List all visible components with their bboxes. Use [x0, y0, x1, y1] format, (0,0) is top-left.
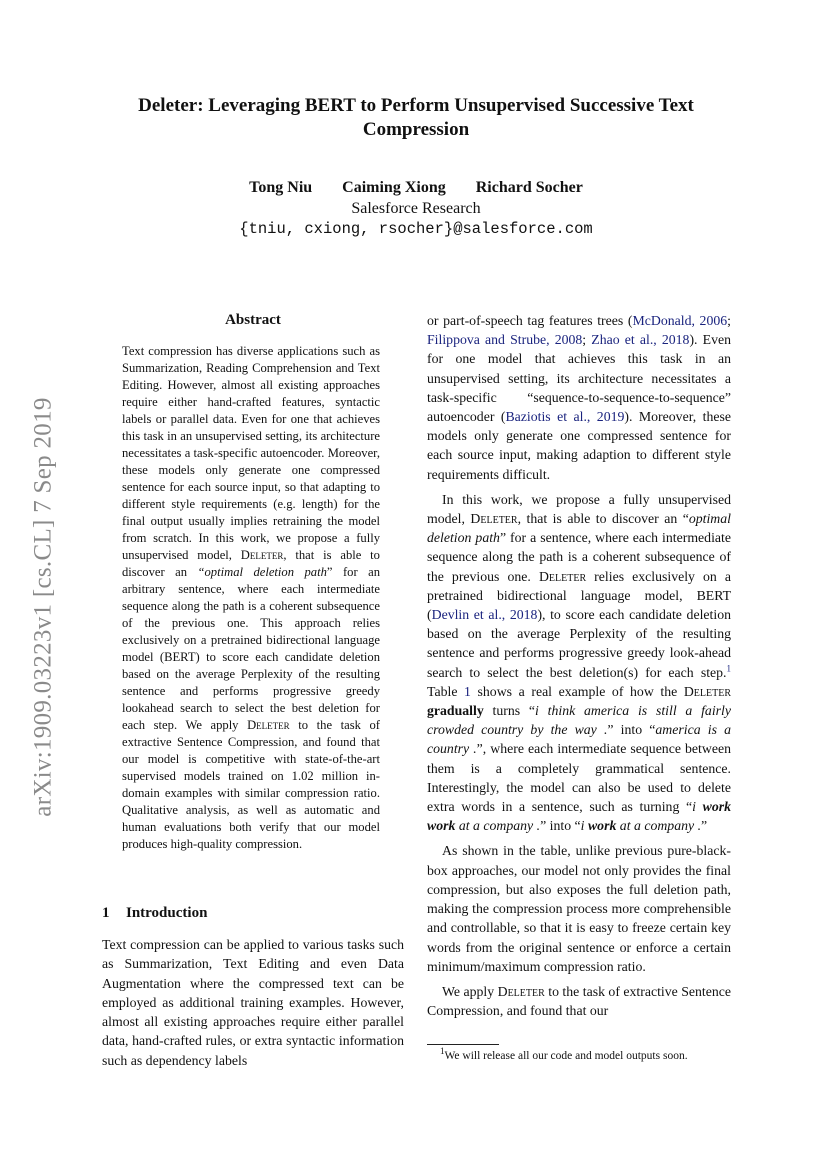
intro-paragraph: Text compression can be applied to various tasks such as Summarization, Text Editing and even Data Augmentation where the compressed text can be employed as additional training examples. However, almost all existing approaches require either parallel data, hand-crafted rules, or extra syntactic information such as dependency labels [102, 937, 404, 1068]
body-text: to the task of extractive Sentence Compression, and found that our [427, 983, 732, 1019]
arxiv-stamp-text: arXiv:1909.03223v1 [cs.CL] 7 Sep 2019 [30, 397, 58, 817]
citation-link[interactable]: McDonald, 2006 [632, 313, 728, 328]
abstract-body [122, 343, 380, 853]
body-text: shows a real example of how the [470, 683, 684, 699]
affiliation: Salesforce Research [351, 200, 481, 217]
citation-link[interactable]: Filippova and Strube, 2008 [427, 332, 583, 348]
body-text: We apply [442, 983, 498, 999]
example-sentence: i [580, 818, 588, 834]
table-reference-link[interactable]: 1 [464, 683, 471, 699]
citation-link[interactable]: Baziotis et al., 2019 [505, 409, 625, 425]
body-text: relies exclusively on a pretrained bidirectional language model, BERT ( [427, 568, 732, 623]
right-column [427, 311, 731, 1026]
body-text: In this work, we propose a fully unsupervised model, [427, 491, 731, 527]
example-sentence: i [692, 799, 703, 815]
body-text: ” [701, 818, 708, 834]
abstract-heading: Abstract [225, 312, 281, 328]
abstract-text: , that is able to discover an [122, 548, 380, 579]
abstract-text: Text compression has diverse applications such as Summarization, Reading Comprehension and Text Editing. However, almost all existing approaches require either hand-crafted features, syntactic labels or parallel data. Even for one that achieves this task in an unsupervised setting, its architecture necessitates a task-specific autoencoder. Moreover, these models only generate one compressed sentence for each source input, so that adapting to different style requirements (e.g. length) for the final output usually implies retraining the model from scratch. In this work, we propose a fully unsupervised model, [122, 344, 380, 562]
example-emphasis: work work [427, 799, 731, 834]
model-name: Deleter [538, 568, 587, 584]
body-text: or part-of-speech tag features trees ( [427, 313, 633, 328]
body-text: ” for a sentence, where each intermediate sequence along the path is a coherent subsequence of the previous one. [427, 530, 731, 584]
model-name: Deleter [683, 683, 731, 699]
author-name: Caiming Xiong [342, 179, 446, 196]
body-text: ” into “ [540, 818, 581, 834]
author-email: {tniu, cxiong, rsocher}@salesforce.com [239, 220, 593, 238]
example-sentence: at a company . [455, 818, 541, 834]
body-text: ; [727, 313, 731, 328]
emphasis-text: optimal deletion path [427, 511, 731, 546]
section-title: Introduction [126, 905, 208, 921]
body-text: Table [427, 683, 465, 699]
arxiv-stamp [24, 372, 64, 842]
body-text: turns “ [483, 703, 536, 719]
footnote-divider [427, 1044, 499, 1045]
model-name: Deleter [240, 548, 284, 562]
footnote-marker[interactable]: 1 [726, 663, 731, 674]
right-paragraph-3: As shown in the table, unlike previous pure-black-box approaches, our model not only provides the final compression, but also exposes the full deletion path, making the compression process more comprehensible and controllable, so that it is easy to freeze certain key words from the original sentence or enforce a certain minimum/maximum compression ratio. [427, 843, 731, 974]
right-paragraph-2 [427, 490, 731, 836]
body-text: ). Even for one model that achieves this task in an unsupervised setting, its architecture necessitates a task-specific “sequence-to-sequence-to-sequence” autoencoder ( [427, 332, 731, 425]
citation-link[interactable]: Zhao et al., 2018 [591, 332, 690, 348]
abstract-text: ” for an arbitrary sentence, where each intermediate sequence along the path is a coherent subsequence of the previous one. This approach relies exclusively on a pretrained bidirectional language model (BERT) to score each candidate deletion based on the average Perplexity of the resulting sentence and performs progressive greedy lookahead search to select the best deletion for each step. We apply [122, 565, 380, 732]
title-line-2: Compression [362, 119, 470, 140]
bold-text: gradually [427, 703, 484, 719]
right-paragraph-4 [427, 982, 731, 1020]
author-name: Tong Niu [249, 179, 313, 196]
footnote-text: We will release all our code and model outputs soon. [444, 1050, 688, 1062]
body-text: ), to score each candidate deletion based on the average Perplexity of the resulting sentence and performs progressive greedy look-ahead search to select the best deletion(s) for each step. [427, 607, 731, 680]
author-name: Richard Socher [475, 179, 583, 196]
example-emphasis: work [587, 818, 617, 834]
emphasis-text: “optimal deletion path [197, 565, 327, 579]
model-name: Deleter [497, 983, 545, 999]
section-number: 1 [102, 905, 110, 921]
example-sentence: i think america is still a fairly crowded country by the way . [427, 703, 731, 738]
author-list [100, 178, 732, 198]
footnote [440, 1046, 740, 1064]
footnote-number: 1 [440, 1046, 445, 1057]
body-text: ). Moreover, these models only generate one compressed sentence for each source input, making adaption to different style requirements difficult. [427, 409, 731, 482]
intro-body-left [102, 935, 404, 1070]
abstract-text: to the task of extractive Sentence Compression, and found that our model is competitive with state-of-the-art supervised models trained on 1.02 million in-domain examples with similar compression ratio. Qualitative analysis, as well as automatic and human evaluations both verify that our model produces high-quality compression. [122, 718, 380, 851]
body-text: , that is able to discover an “ [517, 511, 689, 527]
citation-link[interactable]: Devlin et al., 2018 [431, 607, 538, 623]
right-paragraph-1 [427, 311, 731, 484]
abstract-paragraph [122, 343, 380, 853]
body-text: ”, where each intermediate sequence between them is a completely grammatical sentence. Interestingly, the model can also be used to delete extra words in a sentence, such as turning “ [427, 741, 731, 815]
title-line-1: Deleter: Leveraging BERT to Perform Unsupervised Successive Text [138, 95, 694, 116]
body-text: ; [582, 332, 592, 348]
section-heading-introduction [102, 904, 404, 922]
paper-title [100, 94, 732, 142]
example-sentence: at a company . [616, 818, 702, 834]
model-name: Deleter [247, 718, 290, 732]
example-sentence: america is a country . [427, 722, 731, 757]
model-name: Deleter [470, 511, 518, 527]
body-text: ” into “ [607, 722, 656, 738]
